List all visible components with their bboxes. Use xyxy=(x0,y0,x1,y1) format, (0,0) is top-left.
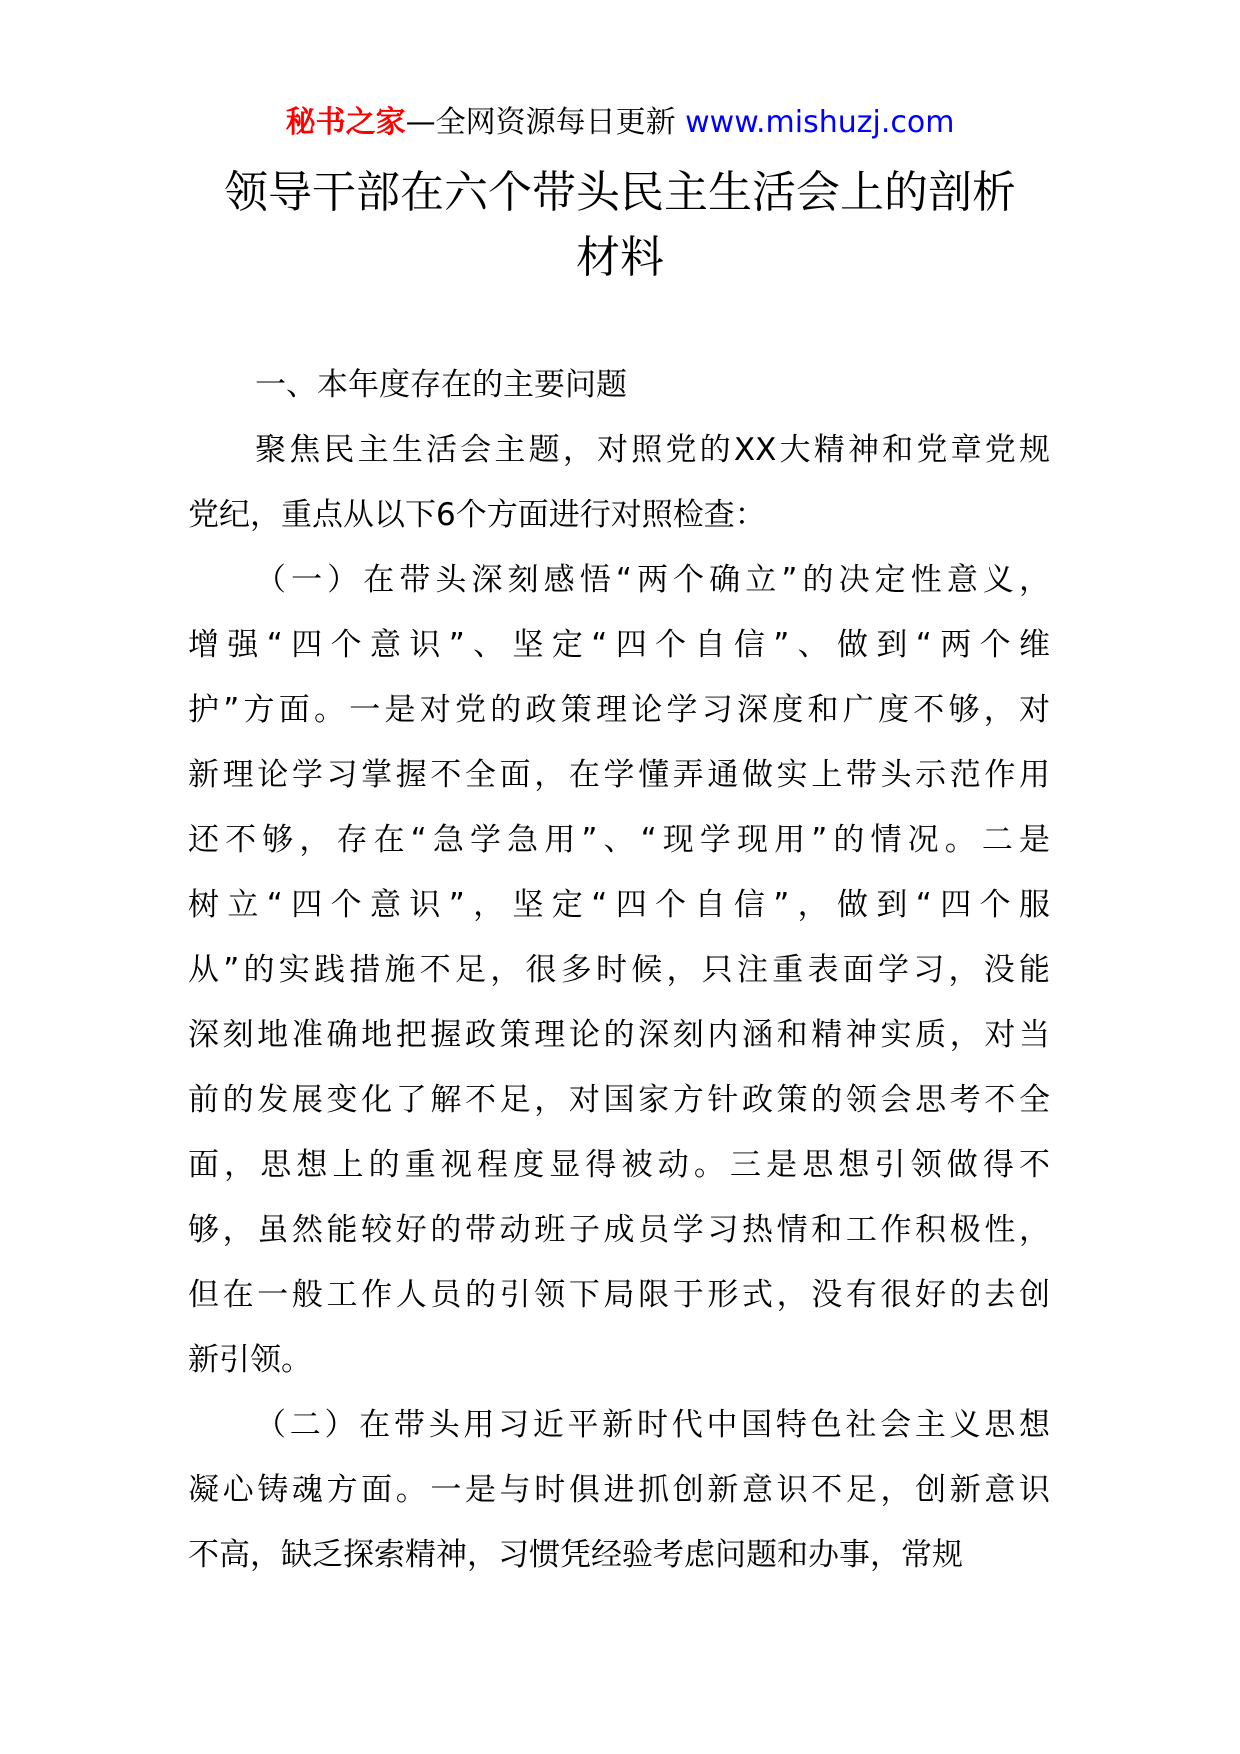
text-line: 从”的实践措施不足，很多时候，只注重表面学习，没能 xyxy=(188,952,1050,988)
site-brand: 秘书之家 xyxy=(285,105,406,140)
text-line: 够，虽然能较好的带动班子成员学习热情和工作积极性， xyxy=(188,1212,1050,1248)
text-line: 面，思想上的重视程度显得被动。三是思想引领做得不 xyxy=(188,1147,1050,1183)
text-line: 新引领。 xyxy=(188,1342,312,1378)
text-line: 不高，缺乏探索精神，习惯凭经验考虑问题和办事，常规 xyxy=(188,1537,963,1573)
text-line: 深刻地准确地把握政策理论的深刻内涵和精神实质，对当 xyxy=(188,1017,1050,1053)
text-line: 护”方面。一是对党的政策理论学习深度和广度不够，对 xyxy=(188,692,1050,728)
paragraph xyxy=(188,418,1050,548)
site-tagline: —全网资源每日更新 xyxy=(405,105,686,140)
text-line: 还不够，存在“急学急用”、“现学现用”的情况。二是 xyxy=(188,822,1050,858)
title-line: 材料 xyxy=(576,232,664,283)
section-heading xyxy=(188,353,1050,418)
document-title xyxy=(150,160,1090,290)
text-line: 凝心铸魂方面。一是与时俱进抓创新意识不足，创新意识 xyxy=(188,1472,1050,1508)
text-line: 新理论学习掌握不全面，在学懂弄通做实上带头示范作用 xyxy=(188,757,1050,793)
paragraph xyxy=(188,1393,1050,1588)
site-url-link[interactable]: www.mishuzj.com xyxy=(685,105,955,140)
text-line: （一）在带头深刻感悟“两个确立”的决定性意义， xyxy=(255,562,1050,598)
text-line: 但在一般工作人员的引领下局限于形式，没有很好的去创 xyxy=(188,1277,1050,1313)
title-line: 领导干部在六个带头民主生活会上的剖析 xyxy=(224,167,1016,218)
text-line: （二）在带头用习近平新时代中国特色社会主义思想 xyxy=(255,1407,1050,1443)
text-line: 聚焦民主生活会主题，对照党的XX大精神和党章党规 xyxy=(255,432,1050,468)
document-body xyxy=(188,353,1050,1588)
text-line: 增强“四个意识”、坚定“四个自信”、做到“两个维 xyxy=(188,627,1050,663)
text-line: 党纪，重点从以下6个方面进行对照检查： xyxy=(188,497,766,533)
text-line: 前的发展变化了解不足，对国家方针政策的领会思考不全 xyxy=(188,1082,1050,1118)
text-line: 一、本年度存在的主要问题 xyxy=(255,367,627,403)
paragraph xyxy=(188,548,1050,1393)
watermark-header xyxy=(0,100,1240,146)
text-line: 树立“四个意识”，坚定“四个自信”，做到“四个服 xyxy=(188,887,1050,923)
